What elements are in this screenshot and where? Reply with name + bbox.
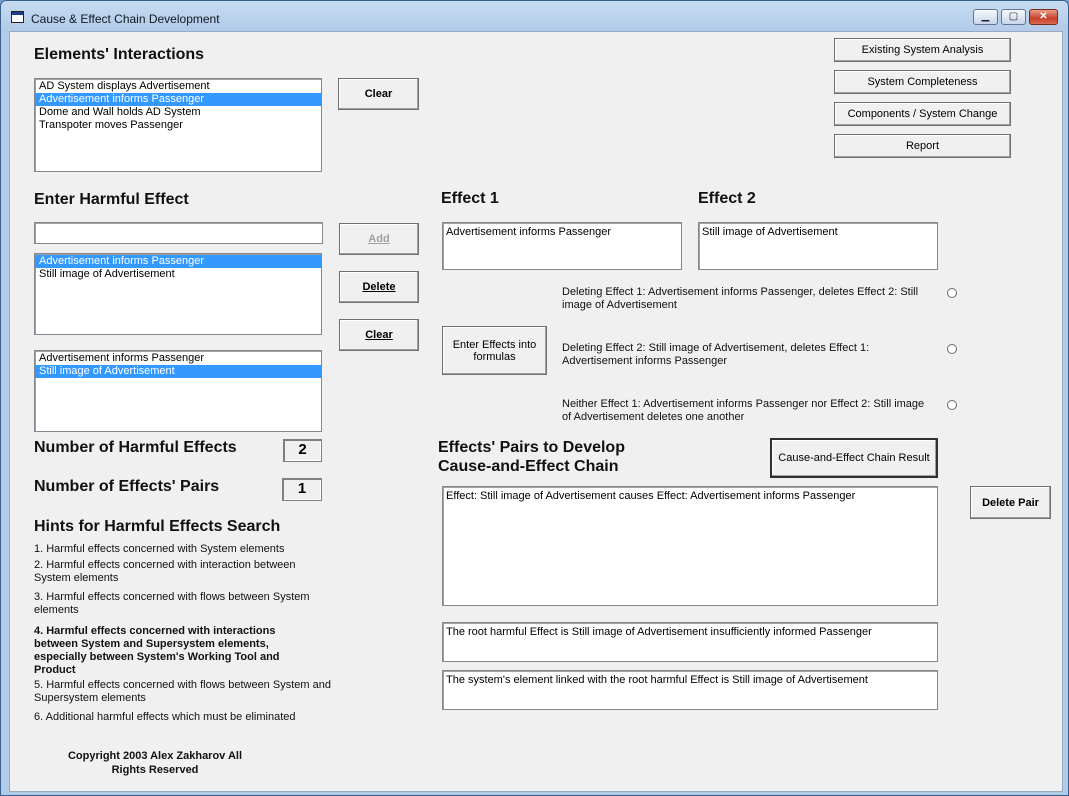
close-button[interactable] bbox=[1029, 9, 1058, 25]
harmful-effects-listbox[interactable] bbox=[34, 253, 322, 335]
harmful-clear-button[interactable] bbox=[339, 319, 419, 351]
list-item[interactable]: Advertisement informs Passenger bbox=[35, 255, 321, 268]
option-delete-effect1-label: Deleting Effect 1: Advertisement informs Passenger, deletes Effect 2: Still image of Advertisement bbox=[562, 286, 919, 311]
harmful-effect-input[interactable] bbox=[34, 222, 323, 244]
effect1-textbox[interactable]: Advertisement informs Passenger bbox=[442, 222, 682, 270]
list-item[interactable]: Still image of Advertisement bbox=[35, 365, 321, 378]
pairs-heading-line1: Effects' Pairs to Develop bbox=[438, 439, 625, 456]
harmful-clear-button-label: Clear bbox=[365, 329, 393, 341]
option-delete-effect1-radio[interactable] bbox=[947, 288, 957, 298]
hint-item: 1. Harmful effects concerned with System elements bbox=[34, 543, 285, 555]
option-delete-effect2-radio[interactable] bbox=[947, 344, 957, 354]
interactions-heading: Elements' Interactions bbox=[34, 46, 205, 63]
effects-pairs-count-label: Number of Effects' Pairs bbox=[34, 478, 220, 495]
effects-pairs-count-value: 1 bbox=[282, 478, 322, 501]
harmful-effects-count-value: 2 bbox=[283, 439, 322, 462]
enter-effects-into-formulas-button[interactable]: Enter Effects into formulas bbox=[442, 326, 547, 375]
effect1-heading: Effect 1 bbox=[441, 190, 499, 207]
minimize-button[interactable] bbox=[973, 9, 998, 25]
list-item[interactable]: Advertisement informs Passenger bbox=[39, 352, 205, 364]
selected-effects-listbox[interactable] bbox=[34, 350, 322, 432]
maximize-button[interactable] bbox=[1001, 9, 1026, 25]
interactions-clear-button[interactable]: Clear bbox=[338, 78, 419, 110]
maximize-icon: ▢ bbox=[1008, 11, 1019, 22]
window-title: Cause & Effect Chain Development bbox=[31, 12, 220, 26]
option-neither-radio[interactable] bbox=[947, 400, 957, 410]
hints-heading: Hints for Harmful Effects Search bbox=[34, 518, 281, 535]
delete-pair-button[interactable]: Delete Pair bbox=[970, 486, 1051, 519]
interactions-listbox[interactable] bbox=[34, 78, 322, 172]
hint-item-emphasized: 4. Harmful effects concerned with interactions between System and Supersystem elements, especially between System's Working Tool and Product bbox=[34, 625, 280, 676]
add-button-label: Add bbox=[368, 233, 390, 245]
effects-pairs-textbox[interactable]: Effect: Still image of Advertisement causes Effect: Advertisement informs Passenger bbox=[442, 486, 938, 606]
copyright-text: Copyright 2003 Alex Zakharov All Rights Reserved bbox=[67, 750, 243, 776]
hint-item: 6. Additional harmful effects which must be eliminated bbox=[34, 711, 296, 723]
report-button[interactable]: Report bbox=[834, 134, 1011, 158]
list-item[interactable]: Transpoter moves Passenger bbox=[39, 119, 183, 131]
components-system-change-button[interactable]: Components / System Change bbox=[834, 102, 1011, 126]
effect2-heading: Effect 2 bbox=[698, 190, 756, 207]
linked-system-element-textbox[interactable]: The system's element linked with the root harmful Effect is Still image of Advertisement bbox=[442, 670, 938, 710]
form-client-area bbox=[9, 31, 1063, 792]
pairs-heading bbox=[438, 438, 625, 476]
close-icon: ✕ bbox=[1039, 11, 1048, 22]
app-icon bbox=[11, 11, 24, 23]
hint-item: 2. Harmful effects concerned with interaction between System elements bbox=[34, 559, 296, 584]
list-item[interactable]: Dome and Wall holds AD System bbox=[39, 106, 201, 118]
hint-item: 5. Harmful effects concerned with flows between System and Supersystem elements bbox=[34, 679, 331, 704]
delete-button[interactable] bbox=[339, 271, 419, 303]
add-button[interactable] bbox=[339, 223, 419, 255]
hint-item: 3. Harmful effects concerned with flows between System elements bbox=[34, 591, 310, 616]
effect2-textbox[interactable]: Still image of Advertisement bbox=[698, 222, 938, 270]
system-completeness-button[interactable]: System Completeness bbox=[834, 70, 1011, 94]
list-item[interactable]: Still image of Advertisement bbox=[39, 268, 175, 280]
harmful-effect-heading: Enter Harmful Effect bbox=[34, 191, 189, 208]
cause-and-effect-chain-result-button[interactable]: Cause-and-Effect Chain Result bbox=[770, 438, 938, 478]
pairs-heading-line2: Cause-and-Effect Chain bbox=[438, 458, 619, 475]
list-item[interactable]: AD System displays Advertisement bbox=[39, 80, 210, 92]
title-bar[interactable] bbox=[1, 1, 1068, 31]
option-neither-label: Neither Effect 1: Advertisement informs Passenger nor Effect 2: Still image of Advertisement deletes one another bbox=[562, 398, 925, 423]
root-harmful-effect-textbox[interactable]: The root harmful Effect is Still image of Advertisement insufficiently informed Passenger bbox=[442, 622, 938, 662]
option-delete-effect2-label: Deleting Effect 2: Still image of Advertisement, deletes Effect 1: Advertisement informs Passenger bbox=[562, 342, 870, 367]
list-item[interactable]: Advertisement informs Passenger bbox=[35, 93, 321, 106]
harmful-effects-count-label: Number of Harmful Effects bbox=[34, 439, 237, 456]
minimize-icon: ▁ bbox=[981, 11, 990, 22]
delete-button-label: Delete bbox=[362, 281, 396, 293]
existing-system-analysis-button[interactable]: Existing System Analysis bbox=[834, 38, 1011, 62]
